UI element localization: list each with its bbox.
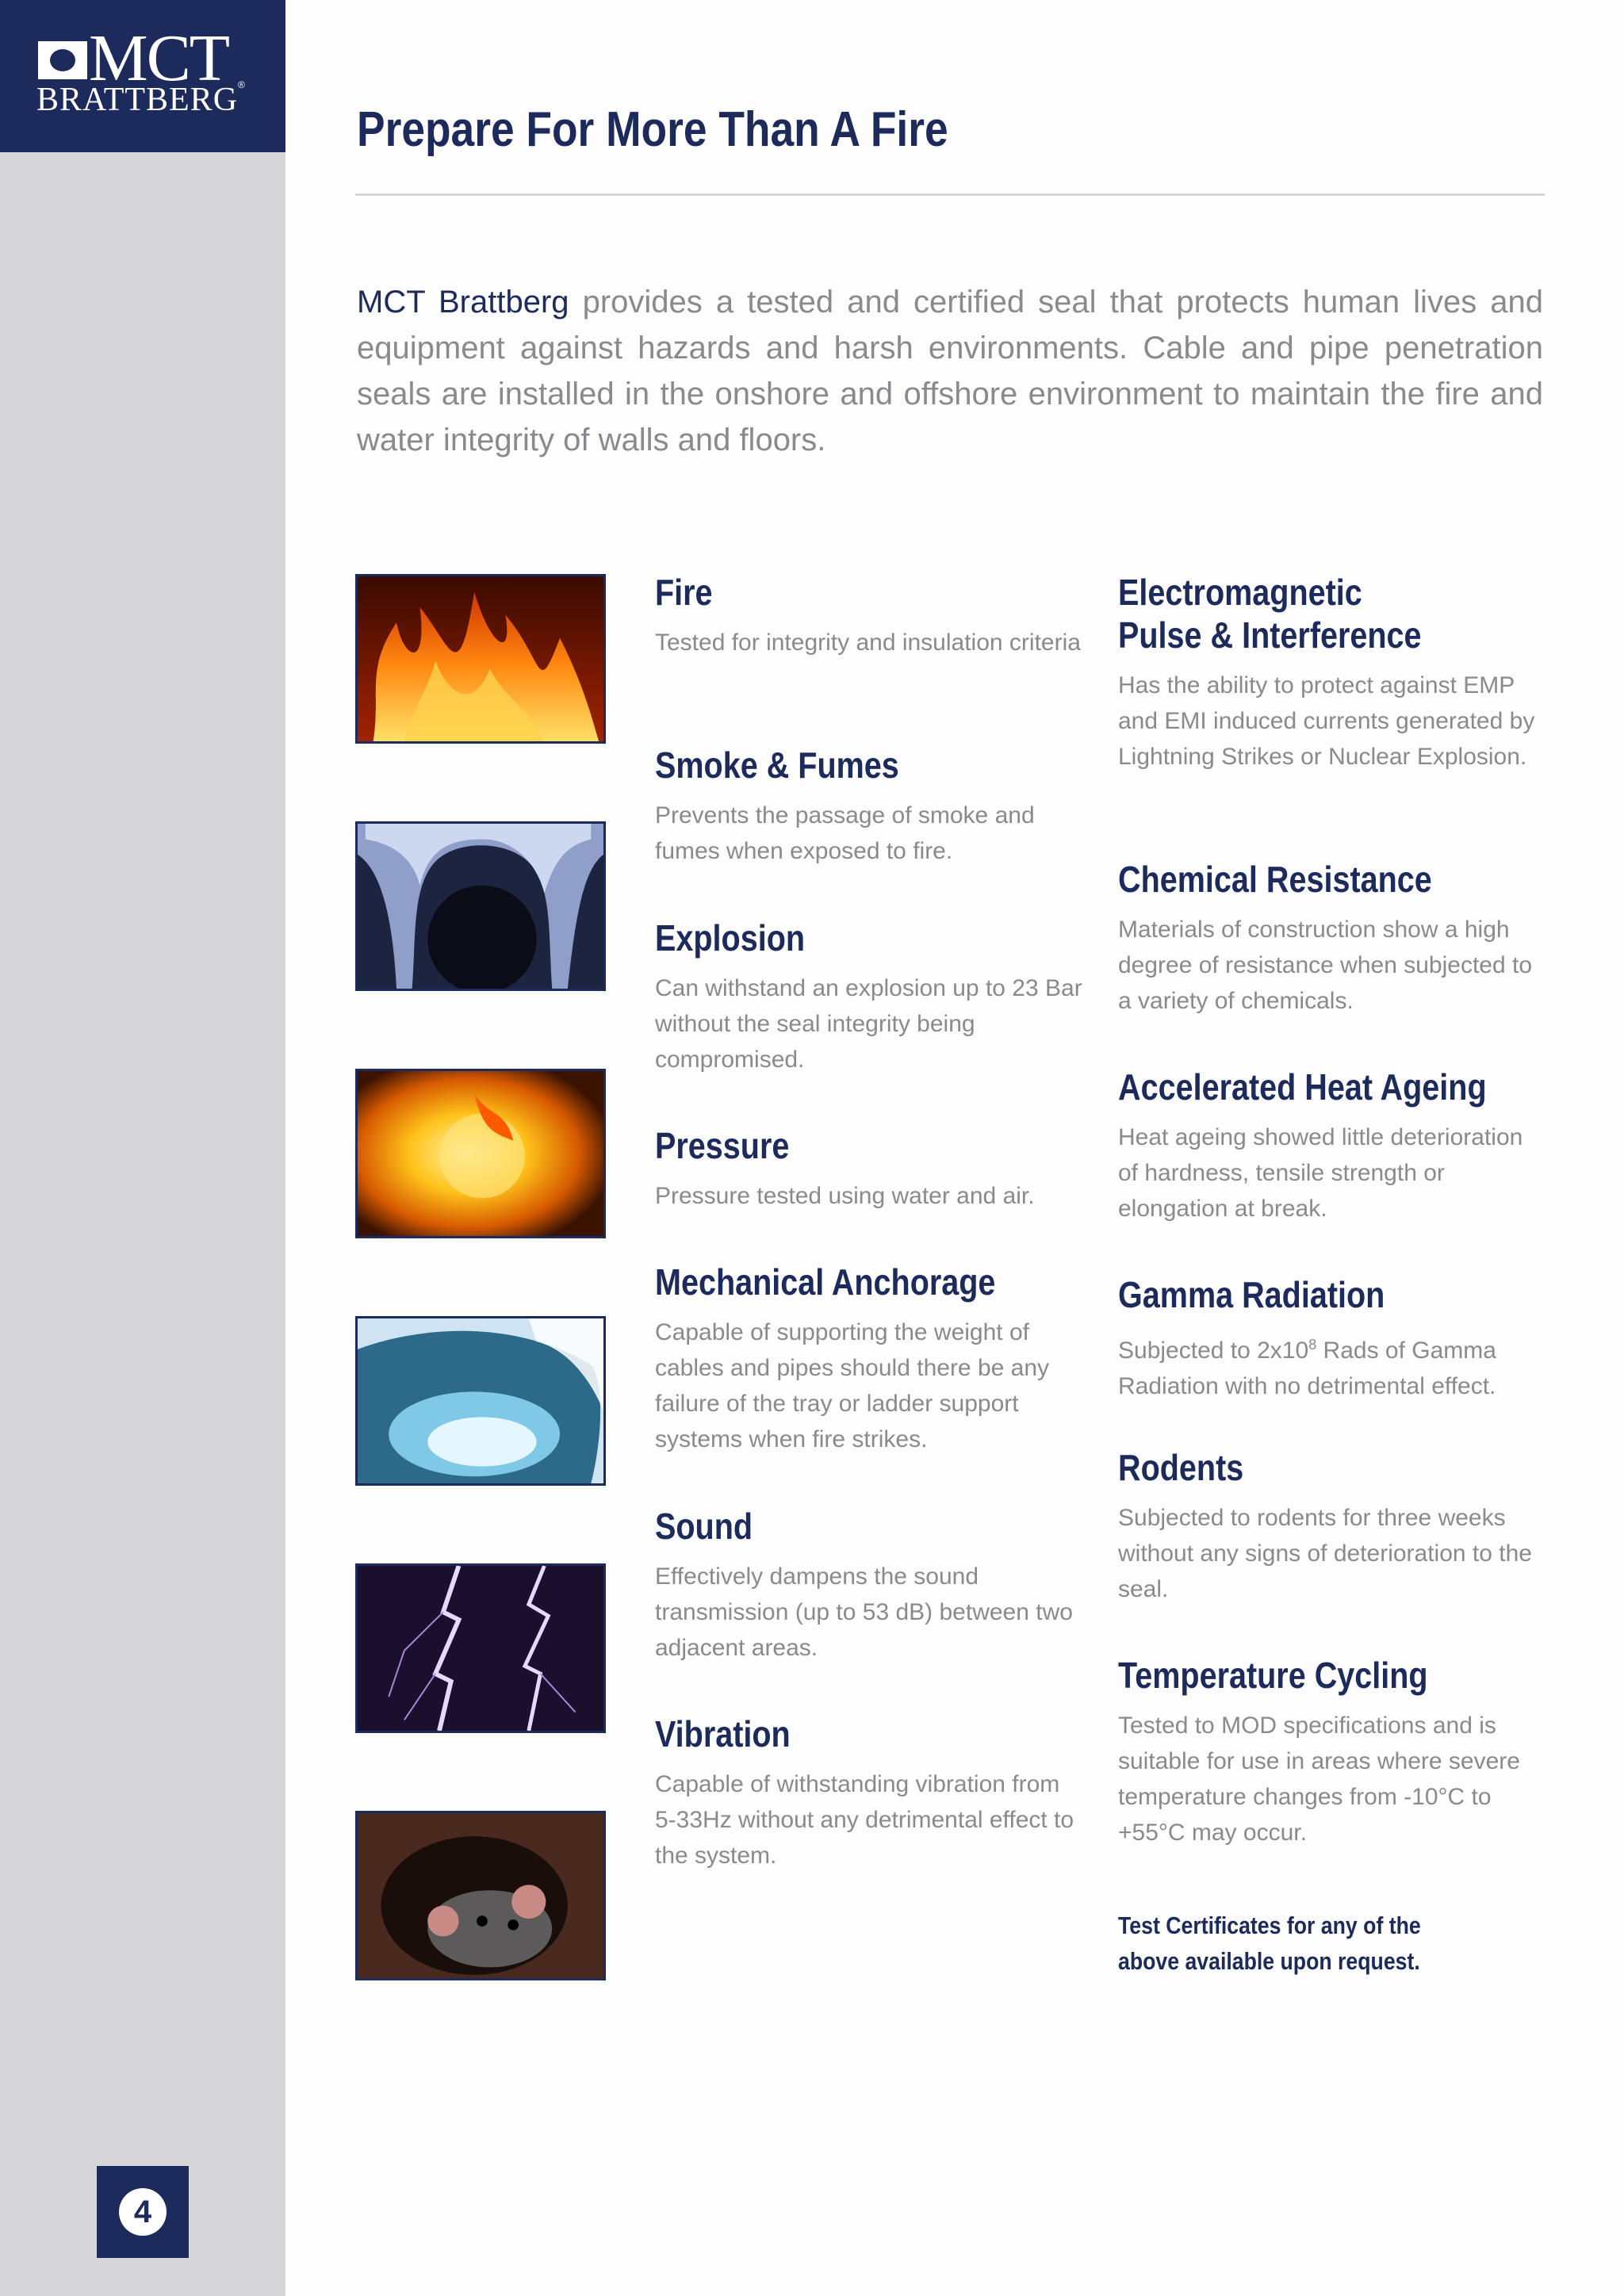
intro-paragraph <box>357 279 1543 463</box>
feature-fire <box>655 571 1083 660</box>
feature-description: Subjected to rodents for three weeks without any signs of deterioration to the seal. <box>1118 1505 1532 1602</box>
feature-description: Capable of supporting the weight of cables and pipes should there be any failure of the tray or ladder support systems when fire strikes. <box>655 1319 1050 1452</box>
feature-description: Can withstand an explosion up to 23 Bar without the seal integrity being compromised. <box>655 975 1082 1073</box>
feature-description: Pressure tested using water and air. <box>655 1183 1035 1209</box>
feature-title: Sound <box>655 1506 753 1547</box>
logo-mark-icon <box>38 41 87 79</box>
certificates-note: Test Certificates for any of the above available upon request. <box>1118 1911 1421 1975</box>
feature-title: Gamma Radiation <box>1118 1274 1385 1315</box>
fire-photo <box>355 574 606 744</box>
gamma-desc-exponent: 8 <box>1308 1337 1317 1353</box>
page-number: 4 <box>119 2188 167 2236</box>
feature-pressure <box>655 1124 1083 1214</box>
feature-electromagnetic <box>1118 571 1546 775</box>
feature-title: Fire <box>655 572 713 613</box>
ice-photo <box>355 821 606 991</box>
lightning-photo <box>355 1563 606 1733</box>
feature-chemical-resistance <box>1118 858 1546 1019</box>
feature-description: Capable of withstanding vibration from 5-33Hz without any detrimental effect to the system. <box>655 1771 1074 1869</box>
logo-text-brattberg: BRATTBERG <box>36 82 239 118</box>
feature-gamma-radiation <box>1118 1273 1546 1404</box>
feature-description <box>1118 1327 1546 1404</box>
feature-title: Rodents <box>1118 1447 1244 1488</box>
feature-heat-ageing <box>1118 1066 1546 1226</box>
gamma-desc-pre: Subjected to 2x10 <box>1118 1337 1309 1364</box>
feature-description: Effectively dampens the sound transmission (up to 53 dB) between two adjacent areas. <box>655 1563 1073 1661</box>
page-number-badge <box>97 2166 189 2258</box>
feature-title: Smoke & Fumes <box>655 744 899 786</box>
intro-brand-name: MCT Brattberg <box>357 285 569 320</box>
feature-title: Temperature Cycling <box>1118 1655 1428 1696</box>
gamma-desc-post: Rads of Gamma Radiation with no detrimental effect. <box>1118 1337 1496 1399</box>
feature-title: Chemical Resistance <box>1118 859 1432 900</box>
wave-photo <box>355 1316 606 1486</box>
logo-registered-mark: ® <box>238 79 245 90</box>
feature-title: Mechanical Anchorage <box>655 1261 996 1303</box>
feature-description: Tested to MOD specifications and is suitable for use in areas where severe temperature changes from -10°C to +55°C may occur. <box>1118 1712 1520 1846</box>
feature-title-line1: Electromagnetic <box>1118 572 1362 613</box>
left-sidebar <box>0 0 285 2296</box>
page-title: Prepare For More Than A Fire <box>357 102 948 157</box>
feature-title: Pressure <box>655 1125 790 1166</box>
company-logo <box>0 0 285 152</box>
feature-title-line2: Pulse & Interference <box>1118 614 1422 656</box>
feature-sound <box>655 1505 1083 1666</box>
feature-description: Materials of construction show a high degree of resistance when subjected to a variety of chemicals. <box>1118 916 1532 1014</box>
feature-description: Prevents the passage of smoke and fumes when exposed to fire. <box>655 802 1035 864</box>
rat-photo <box>355 1811 606 1980</box>
feature-title: Vibration <box>655 1713 791 1755</box>
feature-description: Tested for integrity and insulation criteria <box>655 629 1081 656</box>
feature-explosion <box>655 916 1083 1077</box>
feature-title: Accelerated Heat Ageing <box>1118 1066 1487 1108</box>
feature-description: Heat ageing showed little deterioration of hardness, tensile strength or elongation at break. <box>1118 1124 1523 1222</box>
feature-temperature-cycling <box>1118 1654 1546 1850</box>
intro-text: provides a tested and certified seal that protects human lives and equipment against hazards and harsh environments. Cable and pipe penetration seals are installed in the onshore and offshore environment to maintain the fire and water integrity of walls and floors. <box>357 285 1544 457</box>
title-divider <box>355 193 1545 196</box>
feature-vibration <box>655 1712 1083 1873</box>
logo-text-mct: MCT <box>89 21 229 95</box>
feature-smoke-fumes <box>655 744 1083 869</box>
feature-title: Explosion <box>655 917 806 959</box>
explosion-photo <box>355 1069 606 1238</box>
feature-description: Has the ability to protect against EMP and EMI induced currents generated by Lightning Strikes or Nuclear Explosion. <box>1118 672 1535 770</box>
feature-mechanical-anchorage <box>655 1261 1083 1457</box>
feature-rodents <box>1118 1446 1546 1607</box>
